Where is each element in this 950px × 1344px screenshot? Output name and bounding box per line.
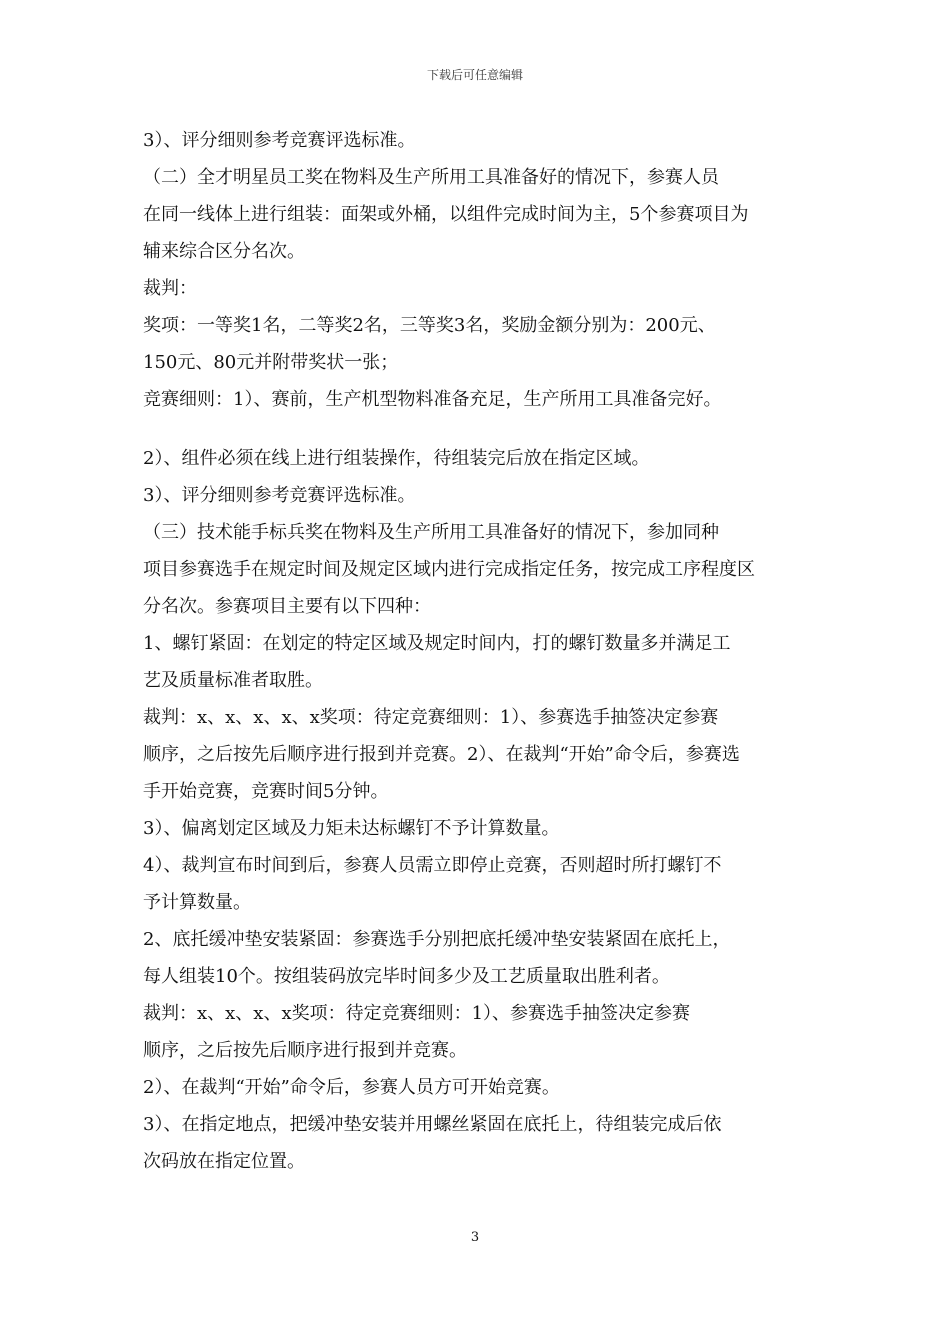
text-line: 3）、偏离划定区域及力矩未达标螺钉不予计算数量。 (143, 818, 560, 839)
text-line: 辅来综合区分名次。 (143, 241, 305, 262)
text-line: 裁判：x、x、x、x、x奖项：待定竞赛细则：1）、参赛选手抽签决定参赛 (143, 707, 719, 728)
text-line: 予计算数量。 (143, 892, 251, 913)
text-line: 艺及质量标准者取胜。 (143, 670, 323, 691)
text-line: 竞赛细则：1）、赛前，生产机型物料准备充足，生产所用工具准备完好。 (143, 389, 722, 410)
paragraph-gap (143, 418, 811, 440)
page-header: 下载后可任意编辑 (426, 68, 523, 82)
text-line: 手开始竞赛，竞赛时间5分钟。 (143, 781, 389, 802)
text-line: 2）、在裁判“开始”命令后，参赛人员方可开始竞赛。 (143, 1077, 560, 1098)
text-line: （三）技术能手标兵奖在物料及生产所用工具准备好的情况下，参加同种 (143, 522, 719, 543)
text-line: 裁判：x、x、x、x奖项：待定竞赛细则：1）、参赛选手抽签决定参赛 (143, 1003, 691, 1024)
text-line: 顺序，之后按先后顺序进行报到并竞赛。 (143, 1040, 467, 1061)
document-body (143, 122, 811, 1180)
text-line: 奖项：一等奖1名，二等奖2名，三等奖3名，奖励金额分别为：200元、 (143, 315, 716, 336)
text-line: 在同一线体上进行组装：面架或外桶，以组件完成时间为主，5个参赛项目为 (143, 204, 749, 225)
page-number: 3 (470, 1230, 480, 1245)
text-line: 150元、80元并附带奖状一张； (143, 352, 399, 373)
text-line: 分名次。参赛项目主要有以下四种： (143, 596, 431, 617)
text-line: 4）、裁判宣布时间到后，参赛人员需立即停止竞赛，否则超时所打螺钉不 (143, 855, 722, 876)
text-line: 项目参赛选手在规定时间及规定区域内进行完成指定任务，按完成工序程度区 (143, 559, 755, 580)
text-line: 3）、评分细则参考竞赛评选标准。 (143, 485, 416, 506)
text-line: 次码放在指定位置。 (143, 1151, 305, 1172)
text-line: 每人组装10个。按组装码放完毕时间多少及工艺质量取出胜利者。 (143, 966, 670, 987)
text-line: 2）、组件必须在线上进行组装操作，待组装完后放在指定区域。 (143, 448, 650, 469)
text-line: 2、底托缓冲垫安装紧固：参赛选手分别把底托缓冲垫安装紧固在底托上， (143, 929, 731, 950)
text-line: 1、螺钉紧固：在划定的特定区域及规定时间内，打的螺钉数量多并满足工 (143, 633, 731, 654)
text-line: （二）全才明星员工奖在物料及生产所用工具准备好的情况下，参赛人员 (143, 167, 719, 188)
text-line: 顺序，之后按先后顺序进行报到并竞赛。2）、在裁判“开始”命令后，参赛选 (143, 744, 740, 765)
text-line: 3）、在指定地点，把缓冲垫安装并用螺丝紧固在底托上，待组装完成后依 (143, 1114, 722, 1135)
text-line: 3）、评分细则参考竞赛评选标准。 (143, 130, 416, 151)
text-line: 裁判： (143, 278, 197, 299)
